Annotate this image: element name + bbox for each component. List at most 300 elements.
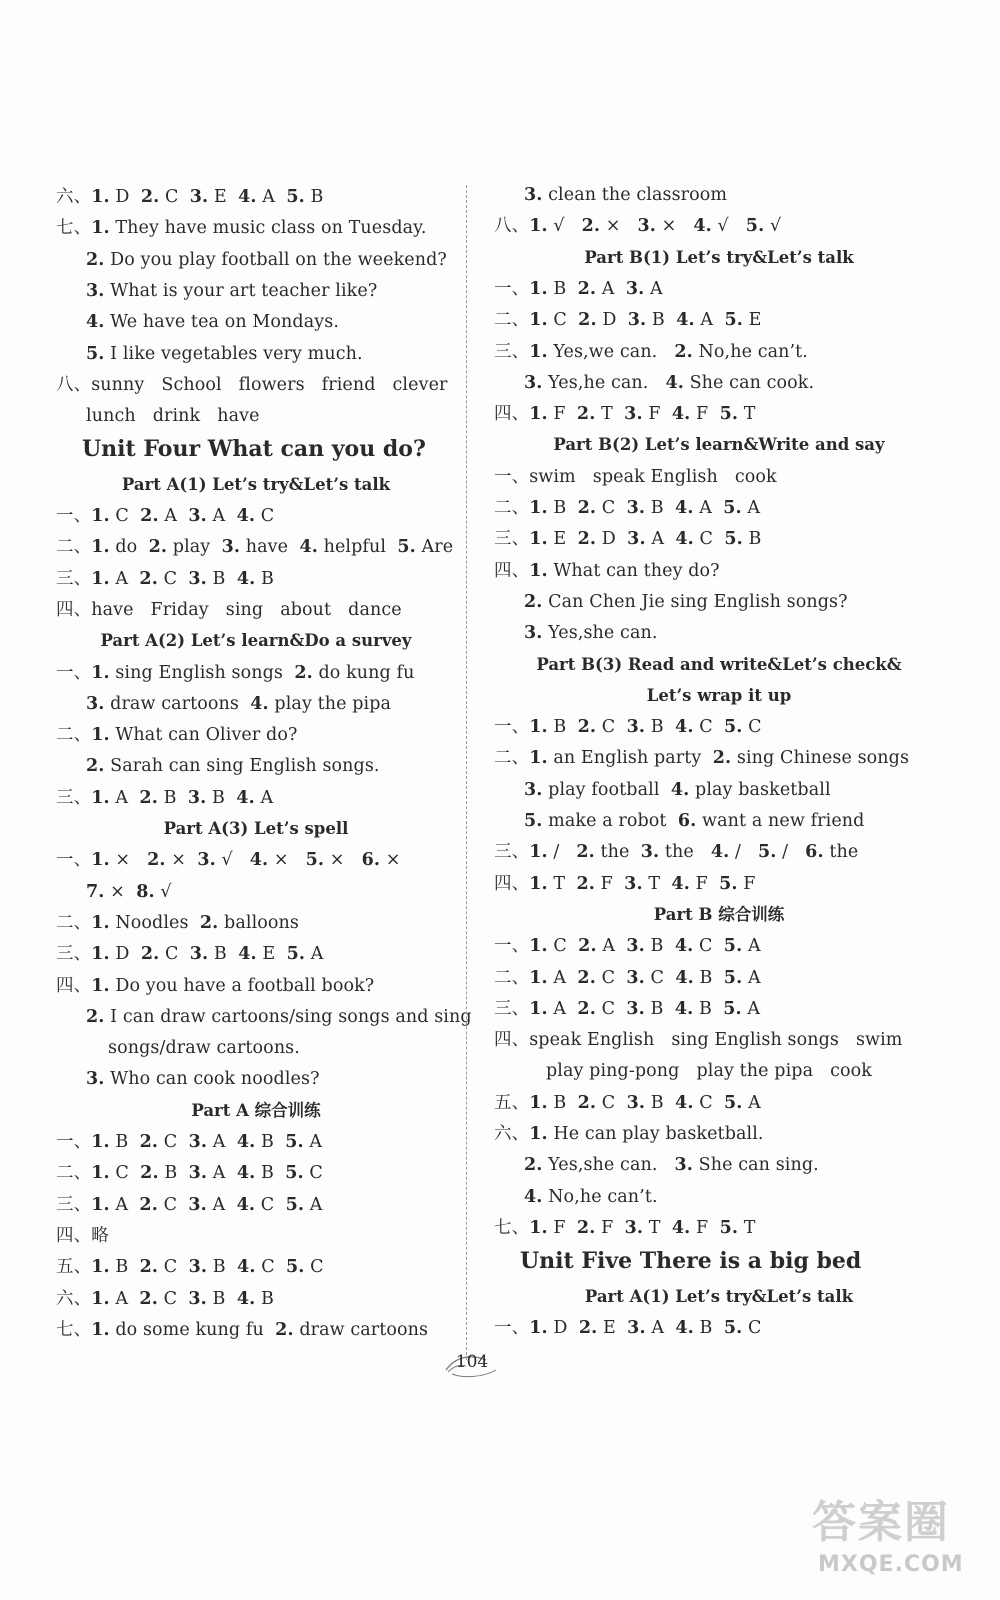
answer-text: √ (711, 216, 746, 237)
question-number: 2. (576, 873, 595, 894)
answer-line (494, 527, 761, 551)
answer-line (56, 974, 374, 998)
answer-text: C (596, 1092, 627, 1113)
answer-text: C (547, 310, 579, 331)
answer-text: C (693, 717, 725, 738)
answer-text: C (595, 967, 627, 988)
answer-text: F (690, 1217, 720, 1238)
answer-line (524, 590, 848, 614)
answer-text: 三、 (56, 1194, 92, 1215)
question-number: 4. (86, 312, 105, 333)
answer-text: A (207, 1132, 237, 1152)
question-number: 4. (236, 1288, 256, 1309)
answer-line (494, 934, 761, 958)
question-number: 2. (86, 756, 105, 777)
answer-line (524, 1185, 658, 1209)
answer-text: the (823, 842, 859, 863)
answer-text: Yes,he can. (542, 372, 666, 393)
answer-line (494, 1316, 761, 1340)
question-number: 2. (139, 1132, 159, 1152)
answer-text: 四、speak English sing English songs swim (494, 1030, 903, 1051)
question-number: 4. (710, 842, 730, 863)
question-number: 2. (139, 1288, 158, 1309)
question-number: 3. (189, 944, 209, 965)
question-number: 3. (627, 529, 646, 550)
answer-text: do some kung fu (109, 1319, 276, 1340)
answer-line (56, 1255, 324, 1279)
answer-text: draw cartoons (293, 1319, 429, 1340)
question-number: 4. (299, 537, 318, 558)
question-number: 1. (91, 1288, 110, 1309)
answer-text: 三、 (494, 842, 530, 863)
question-number: 1. (91, 975, 110, 996)
answer-text: B (304, 187, 324, 207)
question-number: 2. (140, 944, 160, 965)
question-number: 5. (719, 873, 738, 894)
answer-text: B (693, 967, 724, 988)
question-number: 4. (675, 529, 694, 550)
answer-text: C (109, 1163, 141, 1184)
question-number: 1. (529, 1317, 548, 1338)
answer-text: C (595, 998, 627, 1019)
question-number: 2. (581, 216, 601, 237)
answer-text: E (547, 529, 578, 550)
answer-text: A (207, 1163, 237, 1184)
question-number: 5. (285, 1132, 304, 1152)
question-number: 5. (286, 944, 306, 965)
answer-line (86, 880, 172, 904)
question-number: 2. (577, 1092, 597, 1113)
watermark-url: MXQE.COM (818, 1552, 964, 1577)
column-divider (466, 185, 467, 1360)
question-number: 5. (285, 1194, 305, 1215)
answer-text: 七、 (56, 218, 92, 239)
answer-text: C (596, 717, 627, 738)
question-number: 1. (91, 218, 110, 239)
answer-text: C (547, 936, 579, 957)
question-number: 1. (91, 568, 110, 589)
question-number: 1. (91, 1132, 110, 1152)
answer-text: I like vegetables very much. (104, 343, 363, 364)
answer-text: C (644, 967, 676, 988)
answer-text: songs/draw cartoons. (108, 1038, 300, 1059)
answer-text: B (109, 1132, 140, 1152)
answer-text: F (689, 873, 720, 894)
question-number: 1. (529, 748, 548, 769)
answer-text: A (256, 187, 287, 207)
answer-text: C (742, 1317, 762, 1338)
answer-line (86, 310, 339, 334)
answer-line (56, 1318, 428, 1342)
question-number: 4. (237, 1257, 256, 1278)
answer-text: draw cartoons (104, 693, 251, 714)
answer-text: C (157, 1194, 189, 1215)
question-number: 4. (670, 779, 690, 800)
question-number: 1. (529, 998, 548, 1019)
question-number: 3. (626, 967, 645, 988)
answer-line (494, 1028, 903, 1052)
answer-text: They have music class on Tuesday. (109, 218, 427, 239)
answer-text: A (547, 998, 578, 1019)
answer-line (56, 567, 274, 591)
answer-line (524, 183, 727, 207)
answer-text: Yes,she can. (542, 1155, 675, 1176)
answer-text: No,he can’t. (692, 341, 808, 362)
answer-text: / (776, 842, 806, 863)
question-number: 4. (675, 1092, 694, 1113)
section-heading: Part A(3) Let’s spell (163, 819, 349, 838)
answer-text: 三、 (494, 341, 530, 362)
answer-line (524, 809, 864, 833)
question-number: 2. (294, 662, 313, 683)
answer-text: 二、 (56, 912, 92, 933)
answer-text: play ping-pong play the pipa cook (546, 1061, 872, 1082)
question-number: 2. (139, 1194, 158, 1215)
question-number: 1. (91, 1194, 110, 1215)
answer-line (494, 997, 760, 1021)
answer-text: C (255, 506, 275, 526)
question-number: 5. (724, 529, 743, 550)
answer-text: A (596, 936, 627, 957)
answer-text: A (303, 1132, 323, 1152)
answer-text: 四、 (494, 873, 530, 894)
answer-text: × (165, 850, 198, 871)
question-number: 1. (529, 529, 548, 550)
answer-text: Who can cook noodles? (104, 1069, 320, 1090)
answer-text: C (109, 506, 141, 526)
question-number: 1. (529, 216, 548, 237)
answer-line (56, 848, 400, 872)
answer-text: the (659, 842, 711, 863)
answer-text: T (547, 873, 577, 894)
answer-text: B (644, 936, 675, 957)
question-number: 5. (724, 717, 743, 738)
answer-line (494, 496, 760, 520)
answer-text: B (157, 787, 188, 808)
answer-text: 二、 (494, 748, 530, 769)
question-number: 4. (250, 693, 269, 714)
answer-text: What is your art teacher like? (104, 280, 378, 301)
question-number: 2. (712, 748, 732, 769)
question-number: 1. (529, 1092, 548, 1113)
question-number: 3. (86, 1069, 105, 1090)
question-number: 2. (576, 1217, 596, 1238)
question-number: 3. (624, 1217, 644, 1238)
question-number: 2. (577, 967, 596, 988)
answer-text: B (645, 498, 676, 518)
question-number: 4. (674, 998, 694, 1019)
answer-text: C (157, 1288, 189, 1309)
answer-text: T (642, 873, 672, 894)
answer-text: He can play basketball. (547, 1124, 764, 1144)
answer-line (494, 214, 781, 238)
answer-text: E (256, 944, 287, 965)
answer-text: T (738, 1217, 756, 1238)
answer-text: the (594, 842, 641, 863)
question-number: 1. (529, 278, 548, 299)
answer-line (546, 1059, 872, 1083)
answer-line (494, 966, 761, 990)
answer-text: want a new friend (696, 811, 865, 831)
answer-text: 六、 (56, 1288, 92, 1309)
answer-text: play football (542, 779, 671, 800)
answer-text: F (595, 1217, 625, 1238)
question-number: 1. (529, 1217, 548, 1238)
answer-text: D (109, 944, 141, 965)
section-heading: Part B 综合训练 (653, 904, 785, 924)
question-number: 1. (91, 537, 110, 558)
question-number: 3. (221, 537, 241, 558)
question-number: 1. (91, 912, 110, 933)
answer-text: C (255, 1257, 287, 1278)
answer-text: A (742, 1092, 761, 1113)
answer-line (56, 1193, 322, 1217)
answer-line (494, 559, 720, 583)
answer-text: × (380, 850, 401, 871)
question-number: 1. (529, 873, 548, 894)
answer-line (494, 840, 858, 864)
question-number: 1. (529, 310, 548, 331)
answer-text: E (742, 310, 762, 331)
answer-text: What can they do? (547, 560, 720, 581)
answer-text: A (109, 1288, 140, 1309)
answer-text: A (694, 310, 725, 331)
section-heading: Part A(1) Let’s try&Let’s talk (584, 1286, 854, 1306)
answer-line (86, 248, 447, 272)
question-number: 1. (529, 341, 548, 362)
answer-text: 六、 (56, 187, 92, 207)
question-number: 5. (719, 404, 739, 425)
answer-line (494, 1122, 764, 1146)
question-number: 2. (139, 1257, 159, 1278)
question-number: 2. (86, 249, 105, 270)
answer-text: 一、 (56, 850, 92, 871)
question-number: 3. (86, 693, 105, 714)
answer-text: 四、 (494, 404, 530, 425)
answer-text: A (206, 506, 237, 526)
answer-line (56, 661, 414, 685)
answer-line (56, 185, 323, 209)
question-number: 5. (305, 850, 325, 871)
answer-text: √ (154, 881, 172, 902)
answer-text: B (255, 1132, 286, 1152)
answer-text: C (158, 1132, 189, 1152)
answer-text: A (741, 998, 761, 1019)
answer-text: Are (415, 537, 454, 558)
answer-text: 二、 (56, 1163, 92, 1184)
question-number: 5. (285, 1163, 304, 1184)
question-number: 3. (626, 1092, 646, 1113)
question-number: 4. (675, 967, 694, 988)
question-number: 4. (671, 873, 690, 894)
answer-text: / (729, 842, 759, 863)
answer-line (86, 1005, 472, 1029)
answer-text: Noodles (109, 912, 200, 933)
question-number: 1. (529, 498, 548, 518)
question-number: 4. (238, 187, 257, 207)
answer-text: C (693, 529, 725, 550)
question-number: 3. (188, 506, 207, 526)
answer-line (56, 1224, 109, 1248)
answer-text: B (208, 944, 239, 965)
question-number: 2. (576, 404, 596, 425)
answer-text: 一、 (494, 717, 530, 738)
answer-text: 四、 (494, 560, 530, 581)
question-number: 2. (578, 1317, 598, 1338)
question-number: 4. (671, 404, 691, 425)
question-number: 4. (693, 216, 712, 237)
answer-line (494, 402, 756, 426)
answer-text: D (596, 529, 628, 550)
question-number: 4. (249, 850, 269, 871)
unit-title: Unit Four What can you do? (82, 436, 426, 463)
question-number: 3. (626, 936, 645, 957)
answer-line (494, 465, 777, 489)
answer-text: A (254, 787, 274, 808)
answer-line (56, 1287, 274, 1311)
question-number: 2. (140, 187, 160, 207)
question-number: 5. (86, 343, 105, 364)
answer-line (524, 621, 658, 645)
answer-text: B (547, 278, 578, 299)
answer-text: T (643, 1217, 672, 1238)
answer-text: B (693, 1317, 724, 1338)
answer-line (86, 1067, 320, 1091)
question-number: 3. (86, 280, 105, 301)
answer-text: C (693, 936, 724, 957)
answer-line (494, 277, 663, 301)
answer-text: F (737, 873, 756, 894)
question-number: 5. (724, 310, 743, 331)
watermark-text: 答案圈 (812, 1497, 950, 1548)
answer-text: 五、 (56, 1257, 92, 1278)
question-number: 4. (236, 1132, 256, 1152)
answer-text: B (207, 1257, 238, 1278)
question-number: 4. (674, 936, 694, 957)
section-heading: Let’s wrap it up (646, 685, 792, 705)
answer-text: We have tea on Mondays. (104, 312, 339, 333)
answer-text: / (547, 842, 577, 863)
answer-text: √ (547, 216, 582, 237)
question-number: 4. (236, 506, 256, 526)
question-number: 1. (91, 662, 110, 683)
section-heading: Part A(1) Let’s try&Let’s talk (121, 474, 391, 494)
question-number: 4. (676, 310, 695, 331)
answer-text: C (158, 1257, 189, 1278)
question-number: 3. (626, 498, 646, 518)
question-number: 1. (91, 506, 110, 526)
answer-text: C (255, 1194, 286, 1215)
answer-line (524, 1153, 819, 1177)
question-number: 1. (529, 936, 548, 957)
answer-text: A (305, 944, 324, 965)
question-number: 8. (136, 881, 155, 902)
answer-text: 七、 (56, 1319, 92, 1340)
answer-text: Sarah can sing English songs. (104, 756, 380, 777)
answer-text: play (167, 537, 222, 558)
answer-text: sing Chinese songs (731, 748, 910, 769)
answer-line (524, 371, 814, 395)
answer-text: A (741, 498, 761, 518)
answer-text: A (742, 936, 761, 957)
question-number: 1. (91, 1257, 110, 1278)
answer-text: A (742, 967, 761, 988)
answer-text: do kung fu (312, 662, 415, 683)
question-number: 4. (238, 944, 257, 965)
question-number: 3. (188, 1257, 208, 1278)
question-number: 4. (675, 1317, 694, 1338)
question-number: 5. (723, 1317, 743, 1338)
question-number: 2. (577, 717, 597, 738)
answer-text: B (547, 1092, 578, 1113)
question-number: 1. (529, 404, 548, 425)
answer-line (56, 598, 402, 622)
answer-text: 四、略 (56, 1225, 109, 1246)
answer-line (86, 404, 260, 428)
answer-line (108, 1036, 300, 1060)
answer-text: balloons (218, 912, 300, 933)
answer-line (56, 216, 426, 240)
answer-line (494, 1216, 756, 1240)
question-number: 2. (275, 1319, 294, 1340)
question-number: 6. (805, 842, 824, 863)
question-number: 3. (627, 310, 647, 331)
answer-text: × (655, 216, 694, 237)
question-number: 5. (723, 498, 742, 518)
answer-text: sing English songs (109, 662, 295, 683)
answer-text: D (109, 187, 141, 207)
question-number: 2. (578, 936, 597, 957)
answer-text: lunch drink have (86, 406, 260, 427)
answer-text: × (268, 850, 306, 871)
answer-text: 二、 (56, 537, 92, 558)
answer-text: play the pipa (268, 693, 392, 714)
question-number: 2. (139, 787, 158, 808)
question-number: 3. (625, 278, 645, 299)
answer-text: 二、 (494, 498, 530, 518)
question-number: 2. (140, 1163, 159, 1184)
answer-text: 一、 (494, 936, 530, 957)
answer-text: B (645, 1092, 676, 1113)
question-number: 2. (577, 529, 597, 550)
watermark-logo (812, 1486, 980, 1594)
answer-text: B (255, 1288, 274, 1309)
answer-text: 一、 (56, 662, 92, 683)
answer-line (56, 504, 274, 528)
answer-text: A (304, 1194, 323, 1215)
question-number: 1. (91, 725, 110, 746)
question-number: 1. (529, 717, 548, 738)
question-number: 3. (187, 787, 207, 808)
answer-text: B (206, 568, 237, 589)
question-number: 1. (91, 944, 110, 965)
question-number: 5. (723, 998, 742, 1019)
question-number: 4. (675, 498, 694, 518)
answer-text: 三、 (494, 529, 530, 550)
answer-text: C (742, 717, 762, 738)
answer-text: 四、 (56, 975, 92, 996)
question-number: 1. (91, 787, 110, 808)
answer-line (494, 308, 761, 332)
answer-text: 一、 (56, 1132, 92, 1152)
answer-text: 一、 (494, 1317, 530, 1338)
answer-line (56, 373, 448, 397)
question-number: 2. (148, 537, 168, 558)
answer-line (56, 942, 323, 966)
answer-text: C (596, 498, 627, 518)
answer-text: C (304, 1257, 324, 1278)
answer-text: A (109, 568, 140, 589)
